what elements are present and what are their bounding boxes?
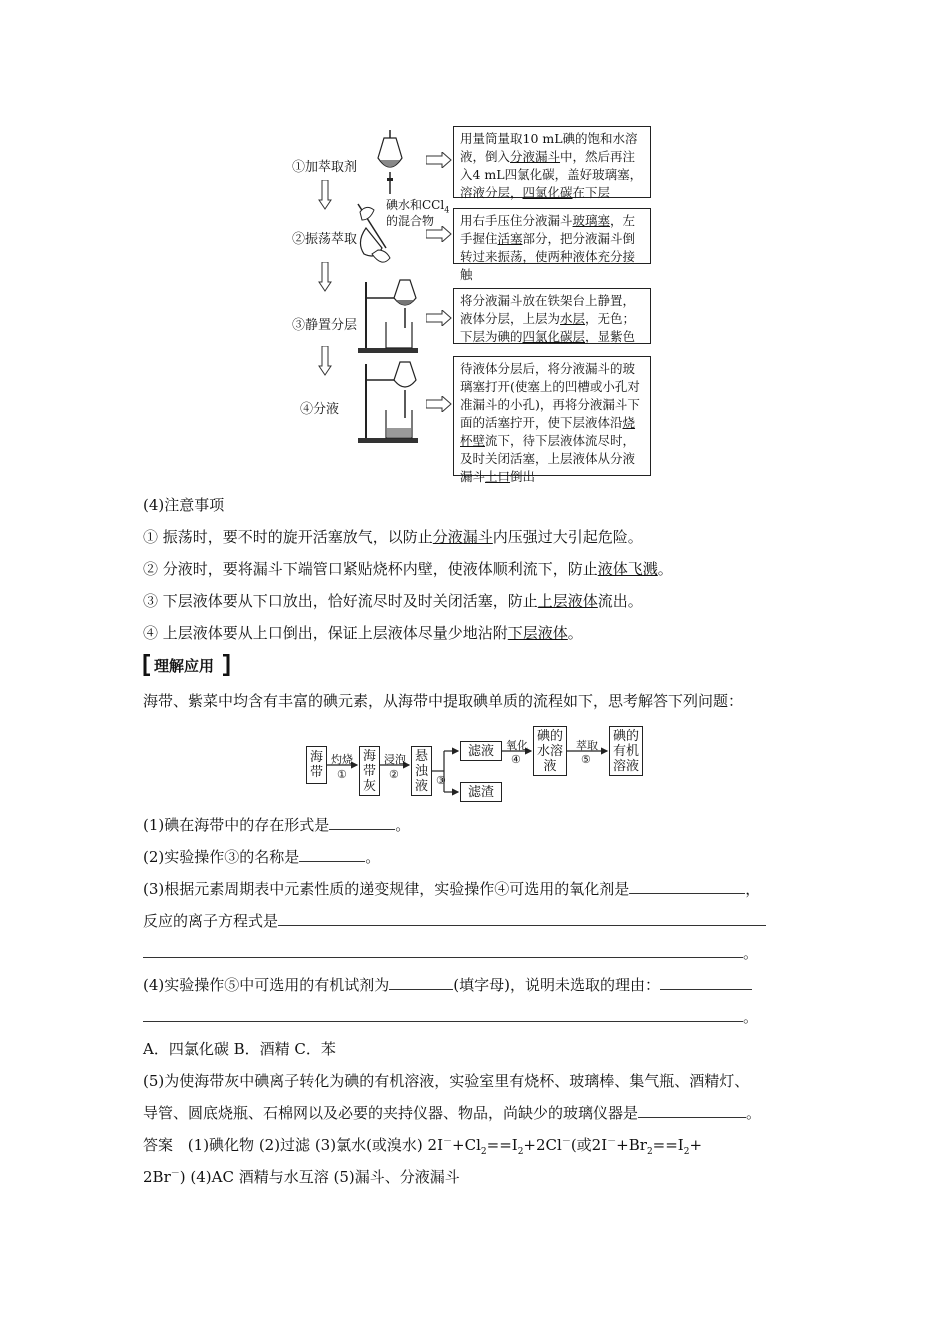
flow-box-aqueous: 碘的水溶液 xyxy=(533,726,567,776)
flow-op-5-bottom: ⑤ xyxy=(581,753,591,766)
flow-box-ash: 海带灰 xyxy=(359,746,380,796)
step-desc-1: 用量筒量取10 mL碘的饱和水溶液，倒入分液漏斗中，然后再注入4 mL四氯化碳，盖好玻璃塞，溶液分层，四氯化碳在下层 xyxy=(453,126,651,198)
answer-line-2: 2Br－) (4)AC 酒精与水互溶 (5)漏斗、分液漏斗 xyxy=(143,1168,460,1186)
step-desc-3: 将分液漏斗放在铁架台上静置，液体分层，上层为水层，无色；下层为碘的四氯化碳层，显紫色 xyxy=(453,288,651,344)
answer-blank[interactable] xyxy=(629,879,745,894)
flow-box-organic: 碘的有机溶液 xyxy=(609,726,643,776)
question-5: (5)为使海带灰中碘离子转化为碘的有机溶液，实验室里有烧杯、玻璃棒、集气瓶、酒精灯、 xyxy=(143,1072,750,1090)
answer-blank[interactable] xyxy=(278,911,766,926)
flow-op-3-bottom: ③ xyxy=(436,774,446,787)
note-item: ① 振荡时，要不时的旋开活塞放气，以防止分液漏斗内压强过大引起危险。 xyxy=(143,528,643,546)
intro-text: 海带、紫菜中均含有丰富的碘元素，从海带中提取碘单质的流程如下，思考解答下列问题： xyxy=(143,692,744,710)
question-1: (1)碘在海带中的存在形式是 。 xyxy=(143,816,411,834)
answer-blank[interactable] xyxy=(638,1103,746,1118)
answer-blank[interactable] xyxy=(299,847,365,862)
section-title: 理解应用 xyxy=(154,657,215,675)
flow-box-filtrate: 滤液 xyxy=(460,741,502,761)
mixture-label-2: 的混合物 xyxy=(386,214,435,228)
flow-box-residue: 滤渣 xyxy=(460,782,502,802)
flow-op-1-top: 灼烧 xyxy=(331,753,353,766)
flow-op-5-top: 萃取 xyxy=(576,739,598,752)
question-2: (2)实验操作③的名称是 。 xyxy=(143,848,381,866)
step-desc-4: 待液体分层后，将分液漏斗的玻璃塞打开(使塞上的凹槽或小孔对准漏斗的小孔)，再将分液漏斗下面的活塞拧开，使下层液体沿烧杯壁流下，待下层液体流尽时，及时关闭活塞，上层液体从分液漏斗上口倒出 xyxy=(453,356,651,476)
flow-op-1-bottom: ① xyxy=(337,768,347,781)
answer-label: 答案 xyxy=(143,1136,174,1154)
flow-op-4-top: 氧化 xyxy=(506,739,528,752)
mixture-label: 碘水和CCl$_4$ xyxy=(386,198,450,215)
notes-heading: (4)注意事项 xyxy=(143,496,225,514)
question-3: (3)根据元素周期表中元素性质的递变规律，实验操作④可选用的氧化剂是 ， xyxy=(143,880,761,898)
answer-blank[interactable] xyxy=(329,815,395,830)
note-item: ③ 下层液体要从下口放出，恰好流尽时及时关闭活塞，防止上层液体流出。 xyxy=(143,592,643,610)
step-label-2: ②振荡萃取 xyxy=(292,232,358,247)
note-item: ④ 上层液体要从上口倒出，保证上层液体尽量少地沾附下层液体。 xyxy=(143,624,583,642)
question-4-options: A．四氯化碳 B．酒精 C．苯 xyxy=(143,1040,336,1058)
answer-blank[interactable] xyxy=(143,1007,743,1022)
flow-op-2-bottom: ② xyxy=(389,768,399,781)
answer-line-1: 答案 (1)碘化物 (2)过滤 (3)氯水(或溴水) $2I^-+Cl_2==I_2+2Cl^-$(或$2I^-+Br_2==I_2+$ xyxy=(143,1136,703,1157)
flow-box-kelp: 海带 xyxy=(306,746,327,784)
flow-box-suspension: 悬浊液 xyxy=(411,746,432,796)
question-4-line2: 。 xyxy=(143,1006,758,1027)
question-3-line2: 反应的离子方程式是 xyxy=(143,910,766,931)
answer-blank[interactable] xyxy=(660,975,752,990)
question-4: (4)实验操作⑤中可选用的有机试剂为 (填字母)，说明未选取的理由： xyxy=(143,974,752,995)
flow-op-2-top: 浸泡 xyxy=(384,753,406,766)
note-item: ② 分液时，要将漏斗下端管口紧贴烧杯内壁，使液体顺利流下，防止液体飞溅。 xyxy=(143,560,673,578)
answer-blank[interactable] xyxy=(143,943,743,958)
answer-blank[interactable] xyxy=(389,975,453,990)
question-3-line3: 。 xyxy=(143,942,758,963)
step-desc-2: 用右手压住分液漏斗玻璃塞，左手握住活塞部分，把分液漏斗倒转过来振荡，使两种液体充分接触 xyxy=(453,208,651,264)
question-5-line2: 导管、圆底烧瓶、石棉网以及必要的夹持仪器、物品，尚缺少的玻璃仪器是 。 xyxy=(143,1104,762,1122)
flow-op-4-bottom: ④ xyxy=(511,753,521,766)
step-label-4: ④分液 xyxy=(300,402,340,417)
step-label-1: ①加萃取剂 xyxy=(292,160,358,175)
step-label-3: ③静置分层 xyxy=(292,318,358,333)
